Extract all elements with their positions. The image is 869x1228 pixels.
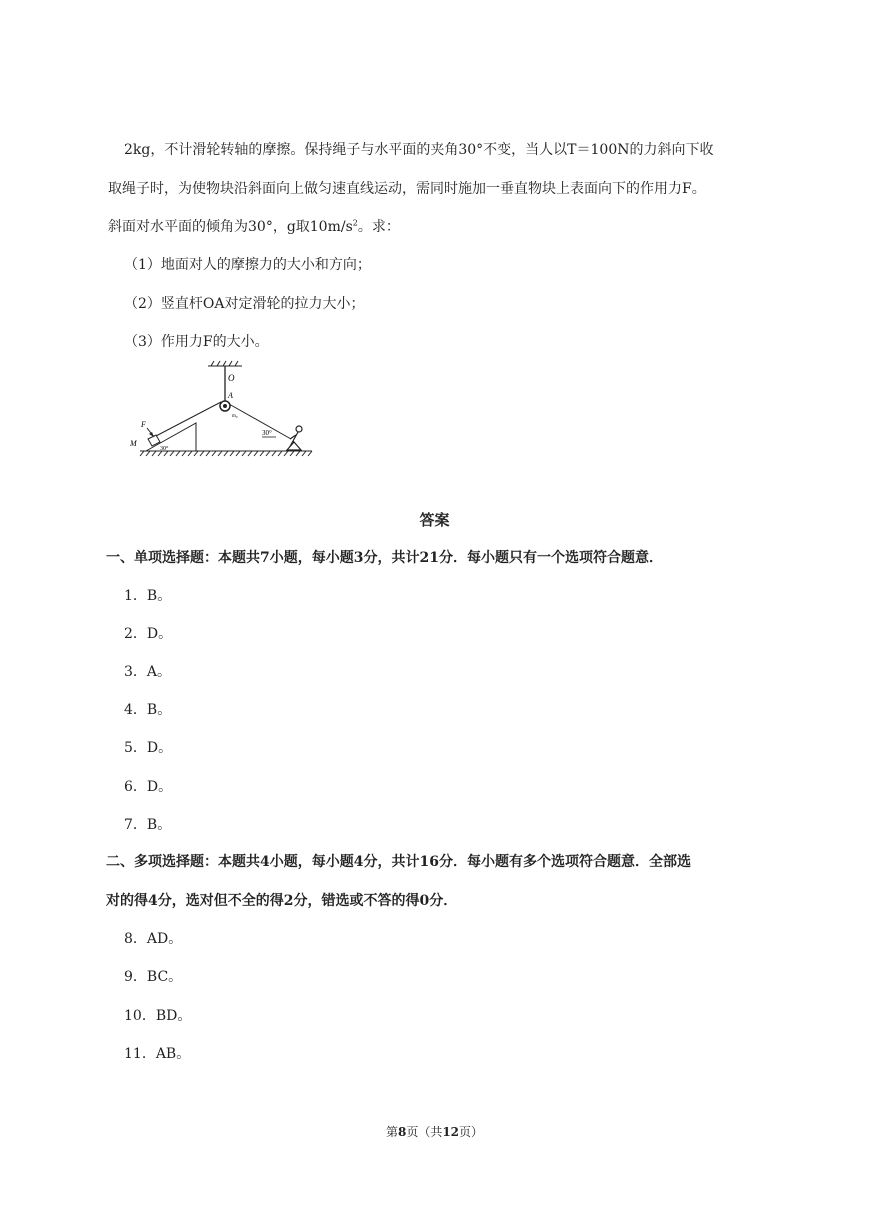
question-line-2: 取绳子时，为使物块沿斜面向上做匀速直线运动，需同时施加一垂直物块上表面向下的作用力F。	[108, 181, 706, 197]
question-line-1: 2kg，不计滑轮转轴的摩擦。保持绳子与水平面的夹角30°不变，当人以T＝100N的力斜向下收	[124, 142, 714, 158]
sub-question-1: （1）地面对人的摩擦力的大小和方向；	[124, 257, 371, 273]
answers-heading: 答案	[419, 511, 450, 529]
footer-middle: 页（共	[406, 1125, 443, 1139]
section-2-heading-line-1: 二、多项选择题：本题共4小题，每小题4分，共计16分．每小题有多个选项符合题意．全部选	[106, 854, 691, 870]
answer-item-8: 8．AD。	[124, 931, 183, 947]
answer-item-4: 4．B。	[124, 702, 172, 718]
answer-item-5: 5．D。	[124, 740, 173, 756]
footer-suffix: 页）	[459, 1125, 484, 1139]
footer-prefix: 第	[385, 1125, 398, 1139]
answer-item-9: 9．BC。	[124, 969, 183, 985]
rope-angle-label: 30°	[262, 429, 272, 437]
footer-total-pages: 12	[442, 1125, 460, 1139]
label-a: A	[228, 391, 233, 400]
footer-page-number: 8	[397, 1125, 407, 1139]
answer-item-11: 11．AB。	[124, 1046, 191, 1062]
question-line-3-main: 斜面对水平面的倾角为30°，g取10m/s	[108, 219, 353, 235]
sub-question-3: （3）作用力F的大小。	[124, 334, 269, 350]
answer-item-1: 1．B。	[124, 588, 172, 604]
pulley-incline-diagram	[118, 360, 318, 465]
answer-item-7: 7．B。	[124, 817, 172, 833]
rope-right	[229, 404, 291, 439]
label-f: F	[141, 420, 146, 429]
answer-item-10: 10．BD。	[124, 1008, 192, 1024]
label-m: M	[130, 439, 137, 448]
incline-angle-label: 30°	[160, 446, 169, 452]
question-line-3	[108, 218, 400, 236]
answer-item-3: 3．A。	[124, 664, 172, 680]
pulley-axle	[223, 404, 227, 408]
pulley-label: m₀	[232, 414, 238, 419]
force-f-arrowhead	[149, 432, 154, 437]
sub-question-2: （2）竖直杆OA对定滑轮的拉力大小；	[124, 296, 365, 312]
label-o: O	[228, 373, 235, 383]
superscript-2: 2	[352, 218, 358, 228]
page-footer	[0, 1124, 869, 1140]
section-2-heading-line-2: 对的得4分，选对但不全的得2分，错选或不答的得0分．	[106, 893, 458, 909]
answer-item-2: 2．D。	[124, 626, 173, 642]
rope-left	[156, 402, 221, 436]
ceiling	[208, 361, 242, 366]
section-1-heading: 一、单项选择题：本题共7小题，每小题3分，共计21分．每小题只有一个选项符合题意．	[106, 550, 663, 566]
answer-item-6: 6．D。	[124, 779, 173, 795]
question-line-3-end: 。求：	[357, 219, 400, 235]
